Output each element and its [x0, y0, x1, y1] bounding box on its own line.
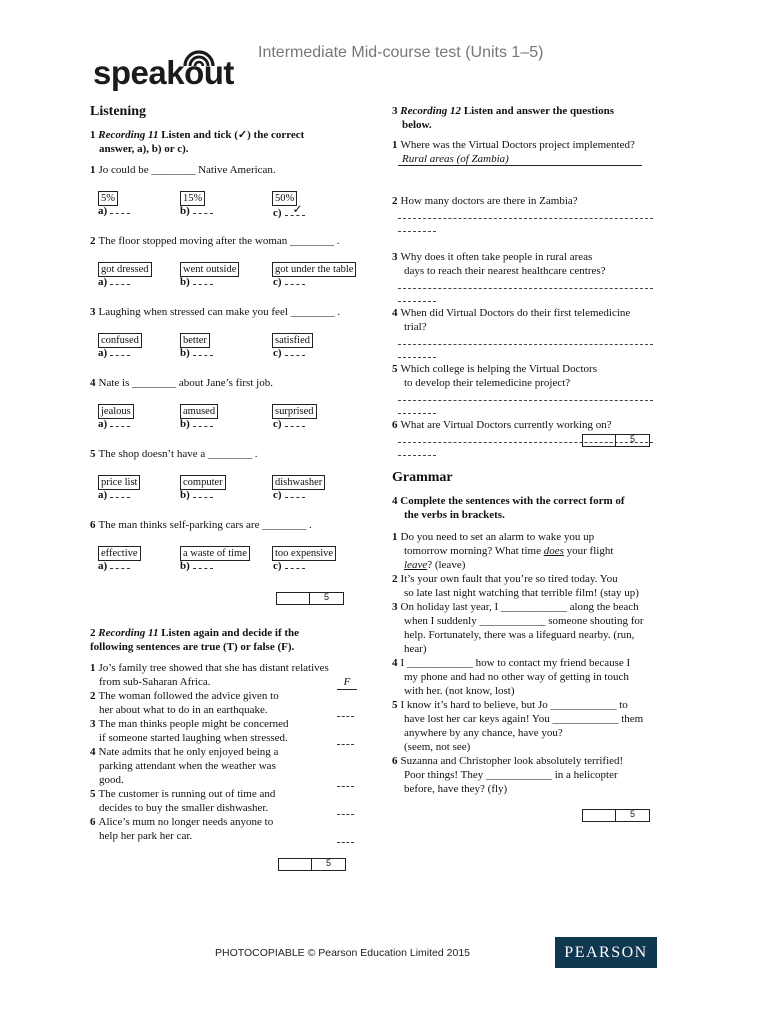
ex1-score-box	[276, 592, 344, 605]
ex2-recording: Recording 11	[98, 627, 159, 639]
item-line: before, have they? (fly)	[404, 783, 508, 795]
answer-line[interactable]	[398, 400, 653, 401]
question-line: Where was the Virtual Doctors project implemented?	[400, 139, 635, 151]
answer-choice[interactable]	[273, 418, 305, 430]
answer-choice[interactable]	[273, 276, 305, 288]
answer-choice[interactable]	[180, 205, 213, 217]
choice-letter: b)	[180, 347, 190, 359]
score-entry-cell[interactable]	[277, 593, 310, 604]
answer-option: a waste of time	[180, 546, 250, 561]
question-body: The man thinks self-parking cars are ________ .	[98, 519, 312, 531]
answer-option: 5%	[98, 191, 118, 206]
item-number: 3	[392, 601, 398, 613]
question-number: 5	[90, 448, 96, 460]
answer-choice[interactable]	[98, 489, 130, 501]
answer-choice[interactable]	[98, 276, 130, 288]
ex1-instr-a: Listen and tick (	[161, 129, 238, 141]
example-answer: Rural areas (of Zambia)	[398, 153, 642, 166]
ex1-instr-b: ) the correct	[247, 129, 305, 141]
item-number: 2	[392, 573, 398, 585]
grammar-item	[392, 656, 692, 698]
tick-blank	[110, 568, 130, 569]
question-number: 4	[392, 307, 398, 319]
statement-number: 2	[90, 690, 96, 702]
answer-choice[interactable]	[273, 202, 315, 219]
question-number: 4	[90, 377, 96, 389]
tf-statement	[90, 787, 375, 815]
question-number: 3	[90, 306, 96, 318]
question-text	[90, 376, 273, 390]
choice-letter: a)	[98, 205, 108, 217]
answer-choice[interactable]	[98, 560, 130, 572]
answer-option: 15%	[180, 191, 205, 206]
statement-line: her about what to do in an earthquake.	[99, 704, 268, 716]
answer-option: surprised	[272, 404, 317, 419]
copyright-notice: PHOTOCOPIABLE © Pearson Education Limited 2015	[215, 947, 471, 959]
tick-blank	[110, 426, 130, 427]
tick-blank	[110, 284, 130, 285]
tf-statement	[90, 745, 375, 787]
score-total: 5	[325, 858, 331, 868]
question-line: What are Virtual Doctors currently working on?	[400, 419, 612, 431]
statement-line: decides to buy the smaller dishwasher.	[99, 802, 269, 814]
question-text	[392, 362, 692, 390]
question-line: trial?	[404, 321, 427, 333]
item-number: 5	[392, 699, 398, 711]
grammar-item	[392, 698, 692, 754]
tick-blank	[285, 497, 305, 498]
grammar-item	[392, 530, 692, 572]
example-answer-does: does	[543, 545, 564, 557]
ex2-instr-a: Listen again and decide if the	[161, 627, 300, 639]
question-line: How many doctors are there in Zambia?	[400, 195, 578, 207]
logo-text: speakout	[93, 54, 234, 91]
ex1-number: 1	[90, 129, 96, 141]
statement-line: help her park her car.	[99, 830, 193, 842]
choice-letter: a)	[98, 347, 108, 359]
item-line: when I suddenly ____________ someone shouting for	[404, 615, 644, 627]
answer-choice[interactable]	[98, 205, 130, 217]
answer-option: satisfied	[272, 333, 313, 348]
pearson-logo: PEARSON	[555, 937, 657, 968]
tick-blank	[193, 213, 213, 214]
ex3-number: 3	[392, 105, 398, 117]
item-line: I know it’s hard to believe, but Jo ____________ to	[400, 699, 628, 711]
question-text	[392, 194, 692, 208]
statement-line: The man thinks people might be concerned	[98, 718, 289, 730]
statement-line: from sub-Saharan Africa.	[99, 676, 211, 688]
score-total: 5	[629, 809, 635, 819]
item-line: Poor things! They ____________ in a helicopter	[404, 769, 618, 781]
answer-option: too expensive	[272, 546, 336, 561]
statement-line: if someone started laughing when stressed.	[99, 732, 288, 744]
score-total: 5	[629, 434, 635, 444]
answer-choice[interactable]	[273, 489, 305, 501]
item-number: 1	[392, 531, 398, 543]
grammar-item	[392, 754, 692, 796]
ex3-instruction	[392, 104, 672, 132]
answer-option: 50%	[272, 191, 297, 206]
item-text: ? (leave)	[427, 559, 466, 571]
item-line: with her. (not know, lost)	[404, 685, 515, 697]
question-text	[90, 518, 312, 532]
item-line: On holiday last year, I ____________ along the beach	[400, 601, 639, 613]
answer-choice[interactable]	[273, 347, 305, 359]
choice-letter: b)	[180, 276, 190, 288]
statement-line: Nate admits that he only enjoyed being a	[98, 746, 279, 758]
tick-blank	[110, 213, 130, 214]
choice-letter: c)	[273, 276, 282, 288]
question-number: 3	[392, 251, 398, 263]
tick-blank	[193, 568, 213, 569]
item-line: (seem, not see)	[404, 741, 471, 753]
tf-statement	[90, 689, 375, 717]
question-body: Laughing when stressed can make you feel ________ .	[98, 306, 341, 318]
choice-letter: c)	[273, 418, 282, 430]
ex1-instr-c: answer, a), b) or c).	[99, 143, 189, 155]
item-number: 4	[392, 657, 398, 669]
ex2-number: 2	[90, 627, 96, 639]
answer-option: effective	[98, 546, 141, 561]
question-number: 6	[90, 519, 96, 531]
question-text	[90, 234, 340, 248]
statement-line: The customer is running out of time and	[98, 788, 276, 800]
ex3-recording: Recording 12	[400, 105, 462, 117]
answer-option: price list	[98, 475, 140, 490]
tf-statement	[90, 717, 375, 745]
statement-line: The woman followed the advice given to	[98, 690, 279, 702]
statement-number: 6	[90, 816, 96, 828]
tf-statement	[90, 815, 375, 843]
ex3-instr-b: below.	[402, 119, 432, 131]
question-text	[392, 138, 692, 152]
ex4-instruction	[392, 494, 682, 522]
choice-letter: c)	[273, 347, 282, 359]
answer-line-continuation[interactable]	[398, 231, 436, 232]
item-number: 6	[392, 755, 398, 767]
question-text	[90, 163, 276, 177]
tick-blank	[193, 497, 213, 498]
answer-line-continuation[interactable]	[398, 413, 436, 414]
answer-option: confused	[98, 333, 142, 348]
answer-choice[interactable]	[180, 560, 213, 572]
question-number: 1	[392, 139, 398, 151]
answer-choice[interactable]	[180, 418, 213, 430]
answer-choice[interactable]	[98, 347, 130, 359]
choice-letter: b)	[180, 418, 190, 430]
ex4-instr-b: the verbs in brackets.	[404, 509, 505, 521]
item-line	[392, 545, 613, 557]
question-number: 6	[392, 419, 398, 431]
answer-choice[interactable]	[180, 489, 213, 501]
statement-number: 4	[90, 746, 96, 758]
grammar-item	[392, 600, 692, 656]
answer-line-continuation[interactable]	[398, 301, 436, 302]
item-line: so late last night watching that terrible film! (stay up)	[404, 587, 639, 599]
question-text	[90, 305, 340, 319]
ex2-score-box	[278, 858, 346, 871]
score-total: 5	[323, 592, 329, 602]
ex2-instruction	[90, 626, 380, 654]
choice-letter: a)	[98, 418, 108, 430]
statement-line: Alice’s mum no longer needs anyone to	[98, 816, 274, 828]
listening-heading: Listening	[90, 104, 147, 119]
answer-choice[interactable]	[98, 418, 130, 430]
tick-blank	[285, 568, 305, 569]
answer-option: got dressed	[98, 262, 152, 277]
choice-letter: a)	[98, 560, 108, 572]
answer-choice[interactable]	[180, 347, 213, 359]
example-answer-leave: leave	[404, 559, 428, 571]
tick-blank	[193, 284, 213, 285]
item-line: It’s your own fault that you’re so tired today. You	[400, 573, 618, 585]
answer-option: better	[180, 333, 210, 348]
item-line: have lost her car keys again! You ____________ them	[404, 713, 644, 725]
answer-choice[interactable]	[273, 560, 305, 572]
question-text	[90, 447, 257, 461]
answer-line[interactable]	[398, 344, 653, 345]
choice-letter: c)	[273, 207, 282, 219]
question-body: Jo could be ________ Native American.	[98, 164, 276, 176]
check-icon: ✓	[292, 202, 303, 216]
question-line: Which college is helping the Virtual Doctors	[400, 363, 597, 375]
question-body: The shop doesn’t have a ________ .	[98, 448, 258, 460]
item-line: my phone and had no other way of getting in touch	[404, 671, 629, 683]
question-body: Nate is ________ about Jane’s first job.	[98, 377, 273, 389]
choice-letter: c)	[273, 489, 282, 501]
question-number: 1	[90, 164, 96, 176]
item-text: tomorrow morning? What time	[404, 545, 544, 557]
score-entry-cell[interactable]	[583, 435, 616, 446]
choice-letter: c)	[273, 560, 282, 572]
ex1-instruction	[90, 128, 370, 156]
question-line: days to reach their nearest healthcare centres?	[404, 265, 606, 277]
item-line	[392, 559, 465, 571]
answer-line[interactable]	[398, 288, 653, 289]
tick-symbol: ✓	[237, 129, 248, 141]
tick-blank	[193, 426, 213, 427]
tick-blank	[285, 426, 305, 427]
ex4-score-box	[582, 809, 650, 822]
item-line: I ____________ how to contact my friend because I	[400, 657, 631, 669]
tick-blank	[193, 355, 213, 356]
question-text	[392, 250, 692, 278]
answer-line-continuation[interactable]	[398, 455, 436, 456]
item-line: Do you need to set an alarm to wake you up	[400, 531, 595, 543]
answer-option: jealous	[98, 404, 134, 419]
grammar-item	[392, 572, 692, 600]
answer-option: got under the table	[272, 262, 356, 277]
question-text	[392, 418, 692, 432]
tf-answer-example: F	[337, 676, 357, 690]
answer-option: went outside	[180, 262, 239, 277]
item-text: your flight	[563, 545, 614, 557]
item-line: hear)	[404, 643, 427, 655]
statement-number: 3	[90, 718, 96, 730]
ex4-instr-a: Complete the sentences with the correct form of	[400, 495, 625, 507]
answer-choice[interactable]	[180, 276, 213, 288]
answer-option: computer	[180, 475, 226, 490]
answer-option: amused	[180, 404, 218, 419]
statement-line: Jo’s family tree showed that she has distant relatives	[98, 662, 329, 674]
tick-blank	[110, 497, 130, 498]
question-number: 2	[90, 235, 96, 247]
ex3-score-box	[582, 434, 650, 447]
answer-option: dishwasher	[272, 475, 325, 490]
ex4-number: 4	[392, 495, 398, 507]
tick-blank	[110, 355, 130, 356]
choice-letter: b)	[180, 489, 190, 501]
item-line: help. Fortunately, there was a lifeguard nearby. (run,	[404, 629, 635, 641]
question-line: to develop their telemedicine project?	[404, 377, 571, 389]
answer-line[interactable]	[398, 218, 653, 219]
score-entry-cell[interactable]	[583, 810, 616, 821]
grammar-heading: Grammar	[392, 470, 453, 485]
page-title: Intermediate Mid-course test (Units 1–5)	[258, 44, 544, 61]
ex3-instr-a: Listen and answer the questions	[463, 105, 614, 117]
item-line: Suzanna and Christopher look absolutely terrified!	[400, 755, 624, 767]
tf-statement	[90, 661, 375, 689]
question-body: The floor stopped moving after the woman ________ .	[98, 235, 340, 247]
choice-letter: a)	[98, 489, 108, 501]
item-line: anywhere by any chance, have you?	[404, 727, 563, 739]
tf-answer-blank[interactable]	[337, 842, 354, 843]
statement-line: parking attendant when the weather was	[99, 760, 276, 772]
choice-letter: a)	[98, 276, 108, 288]
question-line: Why does it often take people in rural areas	[400, 251, 593, 263]
answer-line-continuation[interactable]	[398, 357, 436, 358]
ex2-instr-b: following sentences are true (T) or false (F).	[90, 641, 295, 653]
score-entry-cell[interactable]	[279, 859, 312, 870]
choice-letter: b)	[180, 560, 190, 572]
question-number: 5	[392, 363, 398, 375]
statement-number: 1	[90, 662, 96, 674]
question-number: 2	[392, 195, 398, 207]
statement-number: 5	[90, 788, 96, 800]
statement-line: good.	[99, 774, 124, 786]
choice-letter: b)	[180, 205, 190, 217]
speakout-logo	[93, 46, 253, 94]
tick-blank	[285, 355, 305, 356]
question-text	[392, 306, 692, 334]
tick-blank	[285, 284, 305, 285]
ex1-recording: Recording 11	[98, 129, 159, 141]
question-line: When did Virtual Doctors do their first telemedicine	[400, 307, 631, 319]
